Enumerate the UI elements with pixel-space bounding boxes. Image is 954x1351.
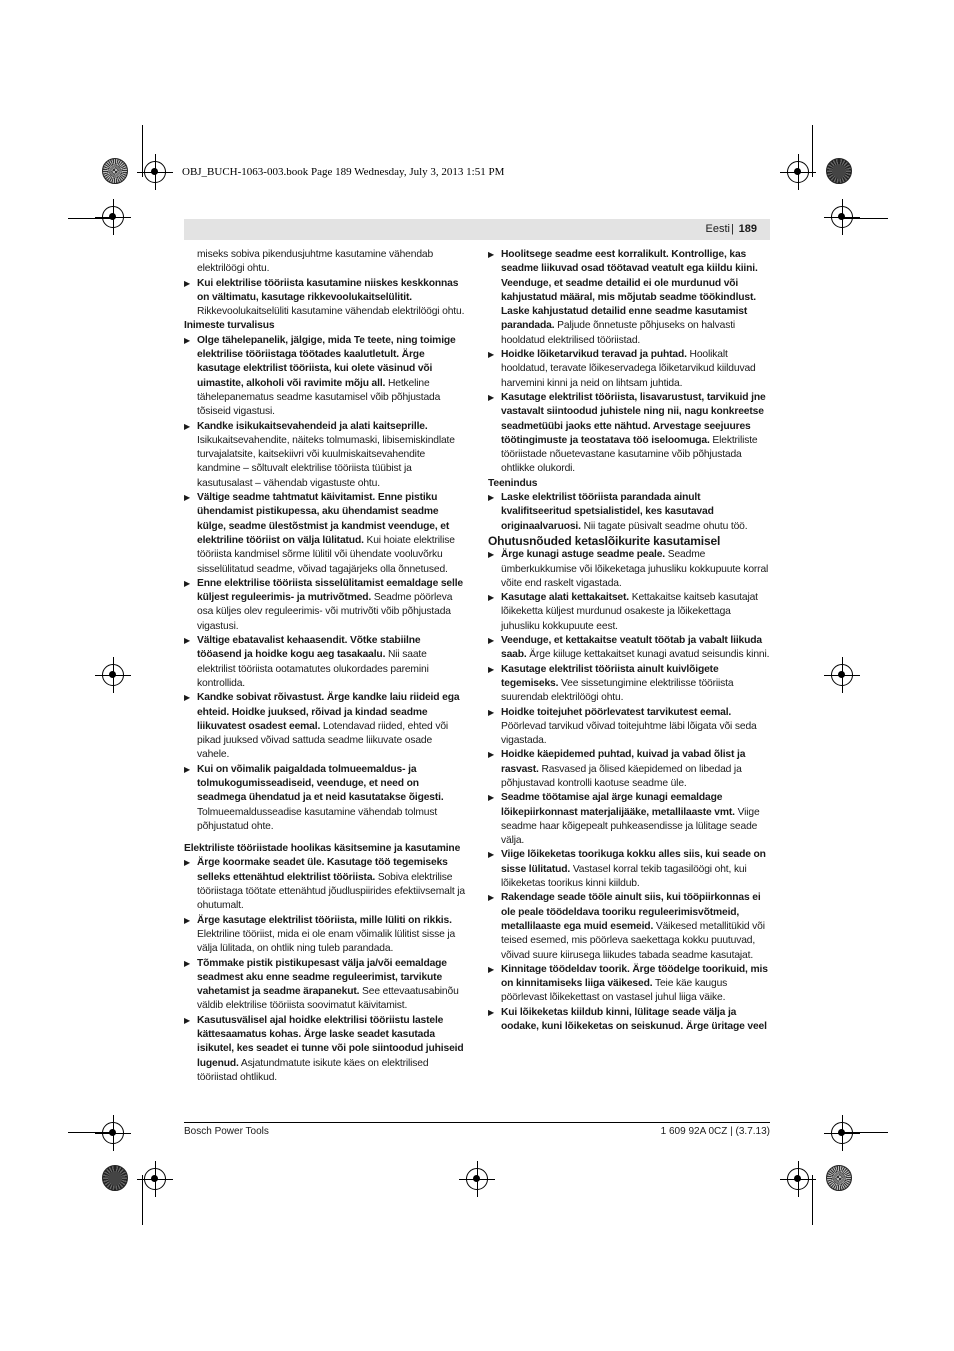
triangle-right-icon: ▶ xyxy=(488,793,495,803)
list-item xyxy=(488,706,770,749)
triangle-right-icon: ▶ xyxy=(184,493,191,503)
triangle-right-icon: ▶ xyxy=(184,278,191,288)
body-text: Ärge kiiluge kettakaitset kunagi avatud seisundis kinni. xyxy=(526,649,770,661)
crosshair-circle-icon xyxy=(831,206,853,228)
list-item xyxy=(488,791,770,848)
triangle-right-icon: ▶ xyxy=(488,850,495,860)
bold-text: Vältige seadme tahtmatut käivitamist. Enne pistiku ühendamist pistikupessa, aku ühendamist seadme külge, seadme ülestõstmist ja kandmist veenduge, et elektriline tööriist on välja lülitatud. xyxy=(197,492,450,546)
crosshair-circle-icon xyxy=(102,206,124,228)
bold-text: Laske elektrilist tööriista parandada ainult kvalifitseeritud spetsialistidel, kes kasutavad originaalvaruosi. xyxy=(501,492,714,532)
body-text: Rikkevoolukaitselüliti kasutamine vähendab elektrilöögi ohtu. xyxy=(197,306,465,318)
crosshair-circle-icon xyxy=(787,161,809,183)
list-item xyxy=(184,420,466,491)
triangle-right-icon: ▶ xyxy=(488,350,495,360)
bold-text: Tõmmake pistik pistikupesast välja ja/või eemaldage seadmest aku enne seadme reguleerimist, tarvikute vahetamist ja seadme ärapanekut. xyxy=(197,957,447,998)
triangle-right-icon: ▶ xyxy=(184,335,191,345)
list-item xyxy=(488,491,770,534)
right-column xyxy=(488,248,770,1034)
bold-text: Hoolitsege seadme eest korralikult. Kontrollige, kas seadme liikuvad osad töötavad veatult ega kiildu kiini. Veenduge, et seadme detailid ei ole murdunud või kahjustatud määral, mis mõjutab seadme töökindlust. Laske kahjustatud detailid enne seadme kasutamist parandada. xyxy=(501,249,758,332)
crosshair-circle-icon xyxy=(144,1168,166,1190)
body-text: Teie käe kaugus pöörlevast lõikekettast on vastasel juhul liiga väike. xyxy=(501,978,728,1004)
triangle-right-icon: ▶ xyxy=(184,421,191,431)
list-item xyxy=(488,891,770,962)
list-item xyxy=(184,1014,466,1085)
list-item xyxy=(184,763,466,834)
footer-doc-number: 1 609 92A 0CZ | (3.7.13) xyxy=(660,1126,770,1137)
list-item xyxy=(488,548,770,591)
crosshair-circle-icon xyxy=(144,161,166,183)
body-text: Nii tagate püsivalt seadme ohutu töö. xyxy=(580,520,748,532)
triangle-right-icon: ▶ xyxy=(488,893,495,903)
bold-text: Ärge kasutage elektrilist tööriista, mille lüliti on rikkis. xyxy=(197,914,452,926)
triangle-right-icon: ▶ xyxy=(184,636,191,646)
body-text: Kettakaitse kaitseb kasutajat lõikeketta küljest murdunud osakeste ja lõikekettaga juhusliku kokkupuute eest. xyxy=(501,592,758,632)
list-item xyxy=(488,391,770,477)
list-item xyxy=(184,491,466,577)
bold-text: Kui elektrilise tööriista kasutamine niiskes keskkonnas on vältimatu, kasutage rikkevoolukaitselülitit. xyxy=(197,277,459,303)
bold-text: Veenduge, et kettakaitse veatult töötab ja vabalt liikuda saab. xyxy=(501,635,762,661)
page-header xyxy=(184,219,770,240)
bold-text: Rakendage seade tööle ainult siis, kui tööpiirkonnas ei ole peale töödeldava tooriku reguleerimisvõtmeid, metallilaaste ega muid esemeid. xyxy=(501,892,761,932)
bold-text: Seadme töötamise ajal ärge kunagi eemaldage lõikepiirkonnast materjalijääke, metallilaaste vmt. xyxy=(501,792,735,818)
crop-mark xyxy=(142,1175,143,1225)
crosshair-circle-icon xyxy=(831,664,853,686)
list-item xyxy=(184,914,466,957)
body-text: Väikesed metallitükid või teised esemed, mis pöörleva saekettaga kokku puutuvad, võivad suure kiirusega liikudes tabada seadme kasutajat. xyxy=(501,920,765,961)
bold-text: Kasutusvälisel ajal hoidke elektrilisi tööriistu lastele kättesaamatus kohas. Ärge laske seadet kasutada isikutel, kes seadet ei tunne või pole siintoodud juhiseid lugenud. xyxy=(197,1014,464,1069)
body-text: Elektriline tööriist, mida ei ole enam võimalik lülitist sisse ja välja lülitada, on ohtlik ning tuleb parandada. xyxy=(197,928,456,955)
body-text: See ettevaatusabinõu väldib elektrilise tööriista soovimatut käivitamist. xyxy=(197,986,459,1012)
body-text: Nii saate elektrilist tööriista ootamatutes olukordades paremini kontrollida. xyxy=(197,649,429,689)
body-text: Rasvased ja õlised käepidemed on libedad ja põhjustavad kontrolli kaotuse seadme üle. xyxy=(501,763,742,789)
page-number: 189 xyxy=(738,223,757,235)
bold-text: Hoidke käepidemed puhtad, kuivad ja vabad õlist ja rasvast. xyxy=(501,749,746,775)
section-heading: Ohutusnõuded ketaslõikurite kasutamisel xyxy=(488,533,721,548)
body-text: Hetkeline tähelepanematus seadme kasutamisel võib põhjustada tõsiseid vigastusi. xyxy=(197,377,441,418)
bold-text: Kui on võimalik paigaldada tolmueemaldus- ja tolmukogumisseadiseid, veenduge, et need on seadmega ühendatud ja et neid kasutatakse õigesti. xyxy=(197,763,444,804)
triangle-right-icon: ▶ xyxy=(488,550,495,560)
body-text: Sobiva elektrilise tööriistaga töötate ettenähtud jõudluspiirides efektiivsemalt ja ohutumalt. xyxy=(197,871,466,912)
bold-text: Ärge koormake seadet üle. Kasutage töö tegemiseks selleks ettenähtud elektrilist tööriista. xyxy=(197,857,448,883)
triangle-right-icon: ▶ xyxy=(488,1007,495,1017)
crop-mark xyxy=(142,125,143,177)
list-item xyxy=(184,577,466,634)
list-item xyxy=(488,748,770,791)
bold-text: Vältige ebatavalist kehaasendit. Võtke stabiilne tööasend ja hoidke kogu aeg tasakaalu. xyxy=(197,635,421,661)
triangle-right-icon: ▶ xyxy=(184,1015,191,1025)
rosette-icon xyxy=(102,158,128,184)
header-language: Eesti xyxy=(705,223,730,235)
bold-text: Kandke sobivat rõivastust. Ärge kandke laiu riideid ega ehteid. Hoidke juuksed, rõivad ja kindad seadme liikuvatest osadest eemal. xyxy=(197,692,460,732)
triangle-right-icon: ▶ xyxy=(488,593,495,603)
triangle-right-icon: ▶ xyxy=(184,578,191,588)
triangle-right-icon: ▶ xyxy=(488,250,495,259)
footer-brand: Bosch Power Tools xyxy=(184,1126,269,1137)
bold-text: Kinnitage töödeldav toorik. Ärge töödelge toorikuid, mis on kinnitamiseks liiga väikesed. xyxy=(501,963,768,990)
rosette-icon xyxy=(102,1165,128,1191)
body-text: Kui hoiate elektrilise tööriista kandmisel sõrme lülitil või ühendate vooluvõrku sisselülitatud seadme, võivad tagajärjeks olla õnnetused. xyxy=(197,534,455,575)
bold-text: Hoidke lõiketarvikud teravad ja puhtad. xyxy=(501,349,687,361)
list-item xyxy=(488,663,770,706)
bold-text: Kasutage alati kettakaitset. xyxy=(501,592,630,604)
triangle-right-icon: ▶ xyxy=(184,764,191,774)
bold-text: Enne elektrilise tööriista sisselülitamist eemaldage selle küljest reguleerimis- ja mutrivõtmed. xyxy=(197,577,464,604)
body-text: Paljude õnnetuste põhjuseks on halvasti hooldatud elektrilised tööriistad. xyxy=(501,320,736,346)
body-text: Seadme pöörleva osa küljes olev reguleerimis- või mutrivõti võib põhjustada vigastusi. xyxy=(197,592,453,632)
body-text: Tolmueemaldusseadise kasutamine vähendab tolmust põhjustatud ohte. xyxy=(197,806,438,832)
bold-text: Kui lõikeketas kiildub kinni, lülitage seade välja ja oodake, kuni lõikeketas on seiskunud. Ärge üritage veel xyxy=(501,1006,767,1033)
list-item xyxy=(488,963,770,1006)
crosshair-circle-icon xyxy=(466,1168,488,1190)
triangle-right-icon: ▶ xyxy=(488,664,495,674)
crosshair-circle-icon xyxy=(102,664,124,686)
footer-divider xyxy=(184,1122,770,1123)
body-text: Lotendavad riided, ehted või pikad juuksed võivad sattuda seadme liikuvate osade vahele. xyxy=(197,720,449,761)
body-text: Hoolikalt hooldatud, teravate lõikeservadega lõiketarvikud kiilduvad harvemini kinni ja neid on lihtsam juhtida. xyxy=(501,349,756,389)
triangle-right-icon: ▶ xyxy=(184,915,191,925)
crop-mark xyxy=(812,1175,813,1225)
bold-text: Kandke isikukaitsevahendeid ja alati kaitseprille. xyxy=(197,420,428,432)
book-info: OBJ_BUCH-1063-003.book Page 189 Wednesday, July 3, 2013 1:51 PM xyxy=(182,166,505,178)
body-text: Vastasel korral tekib tagasilöögi oht, kui lõikeketas toorikus kinni kiildub. xyxy=(501,863,747,890)
triangle-right-icon: ▶ xyxy=(488,636,495,646)
bold-text: Hoidke toitejuhet pöörlevatest tarvikutest eemal. xyxy=(501,706,732,718)
crosshair-circle-icon xyxy=(102,1122,124,1144)
triangle-right-icon: ▶ xyxy=(488,392,495,402)
bold-text: Ärge kunagi astuge seadme peale. xyxy=(501,549,666,561)
body-text: Pöörlevad tarvikud võivad toitejuhtme läbi lõigata või seda vigastada. xyxy=(501,720,757,747)
list-item xyxy=(488,591,770,634)
triangle-right-icon: ▶ xyxy=(488,707,495,717)
list-item xyxy=(184,334,466,420)
crop-mark xyxy=(812,125,813,177)
list-item xyxy=(488,348,770,391)
header-separator: | xyxy=(731,223,734,235)
list-item xyxy=(184,691,466,762)
triangle-right-icon: ▶ xyxy=(488,750,495,760)
list-item xyxy=(488,634,770,663)
body-text: Vee sissetungimine elektrilisse tööriista suurendab elektrilöögi ohtu. xyxy=(501,677,734,704)
paragraph: miseks sobiva pikendusjuhtme kasutamine vähendab elektrilöögi ohtu. xyxy=(197,249,434,275)
body-text: Elektriliste tööriistade nõuetevastane kasutamine võib põhjustada ohtlikke olukordi. xyxy=(501,434,758,475)
rosette-icon xyxy=(826,1165,852,1191)
list-item xyxy=(488,848,770,891)
left-column xyxy=(184,248,466,1085)
crosshair-circle-icon xyxy=(831,1122,853,1144)
body-text: Asjatundmatute isikute käes on elektrilised tööriistad ohtlikud. xyxy=(197,1057,429,1083)
list-item xyxy=(184,957,466,1014)
subheading: Elektriliste tööriistade hoolikas käsitsemine ja kasutamine xyxy=(184,843,461,855)
triangle-right-icon: ▶ xyxy=(488,964,495,974)
list-item xyxy=(488,248,770,348)
body-text: Viige seadme haar kõigepealt puhkeasendisse ja lülitage seade välja. xyxy=(501,806,760,847)
crosshair-circle-icon xyxy=(787,1168,809,1190)
list-item xyxy=(488,1006,770,1035)
triangle-right-icon: ▶ xyxy=(488,493,495,503)
rosette-icon xyxy=(826,158,852,184)
subheading: Inimeste turvalisus xyxy=(184,320,275,332)
triangle-right-icon: ▶ xyxy=(184,693,191,703)
triangle-right-icon: ▶ xyxy=(184,958,191,968)
bold-text: Kasutage elektrilist tööriista, lisavarustust, tarvikuid jne vastavalt siintoodud juhistele ning nii, nagu konkreetse seadmetüübi jaoks ette nähtud. Arvestage seejuures töötingimuste ja teostatava töö iseloomuga. xyxy=(501,391,766,446)
list-item xyxy=(184,634,466,691)
bold-text: Viige lõikeketas toorikuga kokku alles siis, kui seade on sisse lülitatud. xyxy=(501,849,766,875)
body-text: Isikukaitsevahendite, näiteks tolmumaski, libisemiskindlate turvajalatsite, kaitsekiivri või kuulmiskaitsevahendite kandmine – sõltuvalt elektrilise tööriista tüübist ja kasutusalast – vähendab vigastuste ohtu. xyxy=(197,434,455,489)
list-item xyxy=(184,277,466,320)
body-text: Seadme ümberkukkumise või lõikeketaga juhusliku kokkupuute korral võite end raskelt vigastada. xyxy=(501,549,769,589)
list-item xyxy=(184,856,466,913)
subheading: Teenindus xyxy=(488,477,538,489)
bold-text: Kasutage elektrilist tööriista ainult kuivlõigete tegemiseks. xyxy=(501,663,719,689)
bold-text: Olge tähelepanelik, jälgige, mida Te teete, ning toimige elektrilise tööriistaga töötades kaalutletult. Ärge kasutage elektrilist tööriista, kui olete väsinud või uimastite, alkoholi või ravimite mõju all. xyxy=(197,334,456,389)
triangle-right-icon: ▶ xyxy=(184,858,191,868)
